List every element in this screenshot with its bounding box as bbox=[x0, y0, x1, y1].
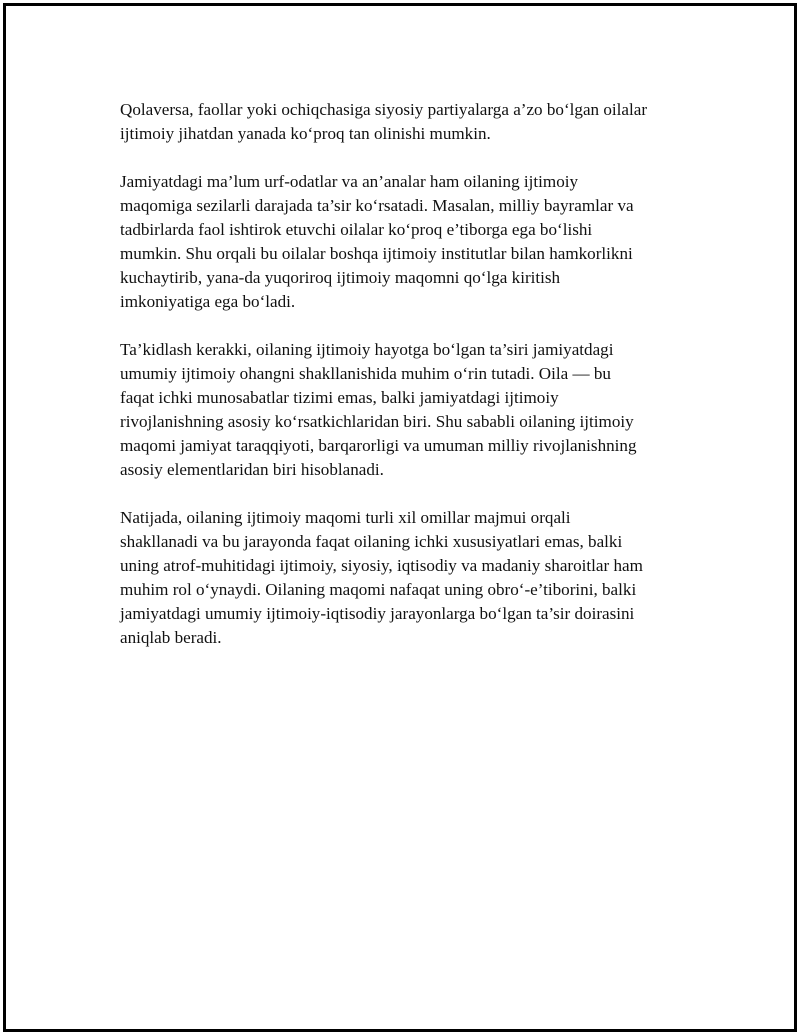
text-line: Ta’kidlash kerakki, oilaning ijtimoiy hayotga bo‘lgan ta’siri jamiyatdagi bbox=[120, 340, 614, 359]
text-line: kuchaytirib, yana-da yuqoriroq ijtimoiy maqomni qo‘lga kiritish bbox=[120, 268, 561, 287]
paragraph-2 bbox=[120, 170, 700, 314]
text-line: aniqlab beradi. bbox=[120, 628, 222, 647]
text-line: rivojlanishning asosiy ko‘rsatkichlaridan biri. Shu sababli oilaning ijtimoiy bbox=[120, 412, 634, 431]
text-line: jamiyatdagi umumiy ijtimoiy-iqtisodiy jarayonlarga bo‘lgan ta’sir doirasini bbox=[120, 604, 635, 623]
text-line: maqomiga sezilarli darajada ta’sir ko‘rsatadi. Masalan, milliy bayramlar va bbox=[120, 196, 634, 215]
text-line: Natijada, oilaning ijtimoiy maqomi turli xil omillar majmui orqali bbox=[120, 508, 571, 527]
text-line: uning atrof-muhitidagi ijtimoiy, siyosiy, iqtisodiy va madaniy sharoitlar ham bbox=[120, 556, 643, 575]
text-line: mumkin. Shu orqali bu oilalar boshqa ijtimoiy institutlar bilan hamkorlikni bbox=[120, 244, 633, 263]
text-line: faqat ichki munosabatlar tizimi emas, balki jamiyatdagi ijtimoiy bbox=[120, 388, 559, 407]
text-line: ijtimoiy jihatdan yanada ko‘proq tan olinishi mumkin. bbox=[120, 124, 491, 143]
document-body bbox=[120, 98, 700, 674]
paragraph-3 bbox=[120, 338, 700, 482]
text-line: muhim rol o‘ynaydi. Oilaning maqomi nafaqat uning obro‘-e’tiborini, balki bbox=[120, 580, 637, 599]
text-line: asosiy elementlaridan biri hisoblanadi. bbox=[120, 460, 384, 479]
text-line: Qolaversa, faollar yoki ochiqchasiga siyosiy partiyalarga a’zo bo‘lgan oilalar bbox=[120, 100, 648, 119]
text-line: umumiy ijtimoiy ohangni shakllanishida muhim o‘rin tutadi. Oila — bu bbox=[120, 364, 611, 383]
paragraph-1 bbox=[120, 98, 700, 146]
text-line: imkoniyatiga ega bo‘ladi. bbox=[120, 292, 296, 311]
text-line: tadbirlarda faol ishtirok etuvchi oilalar ko‘proq e’tiborga ega bo‘lishi bbox=[120, 220, 593, 239]
text-line: Jamiyatdagi ma’lum urf-odatlar va an’analar ham oilaning ijtimoiy bbox=[120, 172, 579, 191]
text-line: maqomi jamiyat taraqqiyoti, barqarorligi va umuman milliy rivojlanishning bbox=[120, 436, 637, 455]
paragraph-4 bbox=[120, 506, 700, 650]
text-line: shakllanadi va bu jarayonda faqat oilaning ichki xususiyatlari emas, balki bbox=[120, 532, 623, 551]
page-frame bbox=[3, 3, 797, 1032]
